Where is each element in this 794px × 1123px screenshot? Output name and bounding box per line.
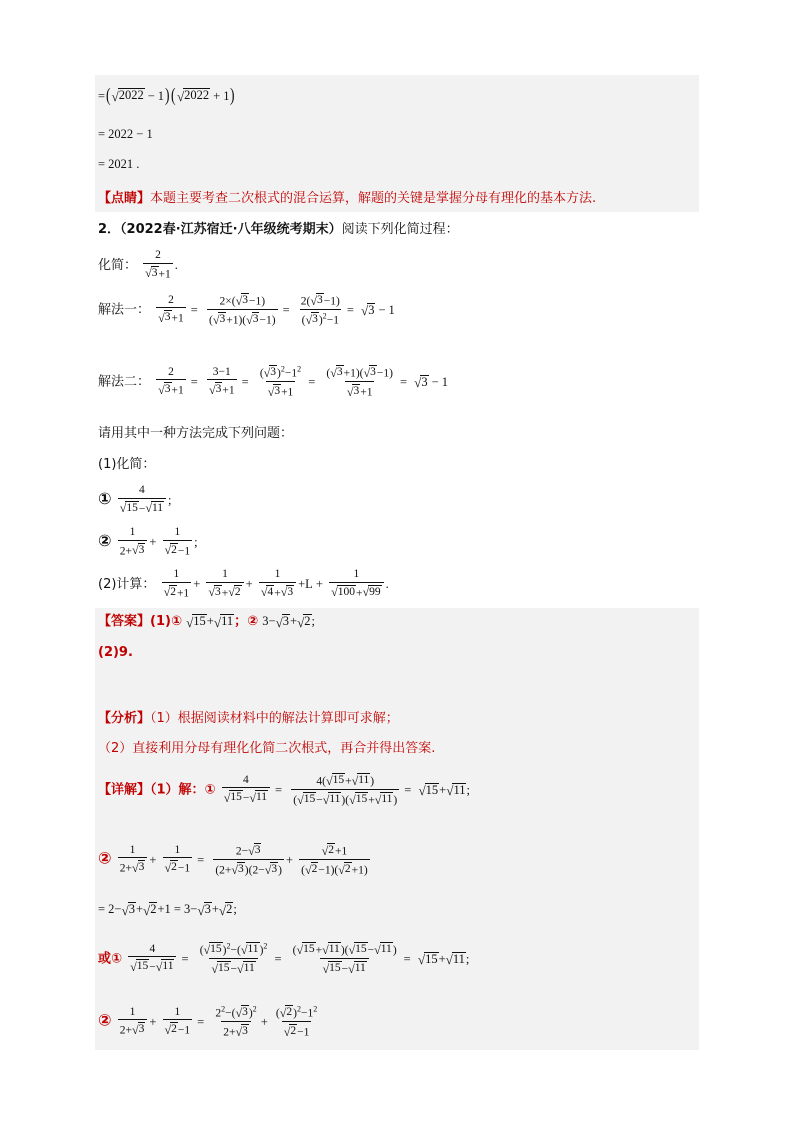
solution-shade xyxy=(95,608,699,1050)
answer-line-1: 【答案】(1)① √ 15 + √ 11 ；② 3− √ 3 + √ 2 ; xyxy=(98,613,316,630)
simplify-line: 化简： 2 √ 3 +1 . xyxy=(98,249,178,281)
analysis-line-2: （2）直接利用分母有理化化简二次根式，再合并得出答案. xyxy=(98,741,436,756)
item2-line: ② 1 2+ √ 3 + 1 √ 2 −1 ; xyxy=(98,526,198,558)
question-header xyxy=(98,223,459,236)
detail-alt-1: 或① 4 √ 15 − √ 11 = ( √ 15 )$^2$−( √ 11 )$^2$ √ 15 − √ 11 = ( √ 15 + √ 11 )( √ 15 − √ 11 ) √ 15 − √ 11 = √ 15 + √ 11 ; xyxy=(98,941,470,976)
analysis-line-1: 【分析】（1）根据阅读材料中的解法计算即可求解； xyxy=(98,711,399,726)
detail-line-1: 【详解】（1）解：① 4 √ 15 − √ 11 = 4( √ 15 + √ 11 ) ( √ 15 − √ 11 )( √ 15 + √ 11 ) = √ 15 + √ 11 ; xyxy=(98,773,470,807)
dianjing-tag: 【点睛】 xyxy=(98,191,151,206)
instruction-line: 请用其中一种方法完成下列问题： xyxy=(98,426,294,441)
item1-line: ① 4 √ 15 − √ 11 ; xyxy=(98,484,172,516)
method2-line: 解法二： 2 √ 3 +1 = 3−1 √ 3 +1 = ( √ 3 )$^2-1^2$ √ 3 +1 = ( √ 3 +1)( √ 3 −1) √ 3 +1 = √ 3 − 1 xyxy=(98,364,448,399)
question-number: 2． xyxy=(98,222,121,237)
part1-label: (1)化简： xyxy=(98,457,156,472)
detail-alt-2: ② 1 2+ √ 3 + 1 √ 2 −1 = $2^2-$( √ 3 )$^2$ 2+ √ 3 + ( √ 2 )$^2-1^2$ √ 2 −1 xyxy=(98,1004,318,1039)
answer-line-2: (2)9. xyxy=(98,645,133,660)
part2-line: (2)计算： 1 √ 2 +1 + 1 √ 3 + √ 2 + 1 √ 4 + √ 3 +L + 1 √ 100 + √ 99 . xyxy=(98,568,389,600)
question-stem: 阅读下列化简过程： xyxy=(341,222,459,237)
dianjing-line xyxy=(98,192,596,205)
top-line-3: = 2021 . xyxy=(98,157,140,171)
detail-line-2: ② 1 2+ √ 3 + 1 √ 2 −1 = 2− √ 3 (2+ √ 3 )(2− √ 3 ) + √ 2 +1 ( √ 2 −1)( √ 2 +1) xyxy=(98,843,368,877)
question-source: （2022春·江苏宿迁·八年级统考期末） xyxy=(120,222,342,237)
method1-line: 解法一： 2 √ 3 +1 = 2×( √ 3 −1) ( √ 3 +1)( √ 3 −1) = 2( √ 3 −1) ( √ 3 )$^2$−1 = √ 3 − 1 xyxy=(98,293,395,327)
top-line-1: = ( √ 2022 − 1 ) ( √ 2022 + 1 ) xyxy=(98,85,235,106)
detail-line-3: = 2− √ 3 + √ 2 +1 = 3− √ 3 + √ 2 ; xyxy=(98,902,237,918)
top-line-2: = 2022 − 1 xyxy=(98,127,153,141)
dianjing-text: 本题主要考查二次根式的混合运算，解题的关键是掌握分母有理化的基本方法. xyxy=(150,191,597,206)
